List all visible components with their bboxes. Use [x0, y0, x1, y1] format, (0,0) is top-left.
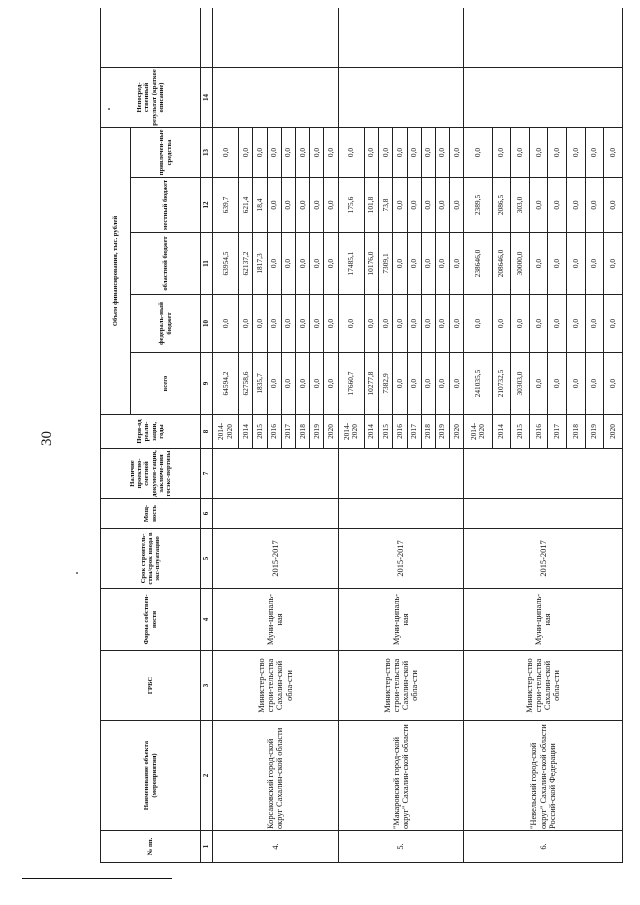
header-documentation: Наличие проектно-сметной докумен-тации, заключе-ния госэкс-пертизы [101, 449, 201, 499]
total-cell: 30303,0 [511, 353, 530, 415]
federal-cell: 0,0 [492, 295, 511, 353]
period-cell: 2015 [511, 415, 530, 449]
total-cell: 0,0 [267, 353, 281, 415]
object-capacity [464, 499, 623, 529]
regional-cell: 0,0 [435, 233, 449, 295]
column-number: 4 [201, 589, 213, 651]
local-cell: 303,0 [511, 178, 530, 233]
header-regional: областной бюджет [131, 233, 201, 295]
attracted-cell: 0,0 [296, 127, 310, 177]
federal-cell: 0,0 [239, 295, 253, 353]
local-cell: 2389,5 [464, 178, 492, 233]
object-number: 4. [213, 831, 339, 863]
attracted-cell: 0,0 [364, 127, 378, 177]
attracted-cell: 0,0 [281, 127, 295, 177]
attracted-cell: 0,0 [393, 127, 407, 177]
regional-cell: 30000,0 [511, 233, 530, 295]
federal-cell: 0,0 [450, 295, 464, 353]
federal-cell: 0,0 [379, 295, 393, 353]
regional-cell: 0,0 [585, 233, 604, 295]
local-cell: 0,0 [548, 178, 567, 233]
total-cell: 0,0 [296, 353, 310, 415]
regional-cell: 1817,3 [253, 233, 267, 295]
column-number: 13 [201, 127, 213, 177]
regional-cell: 0,0 [548, 233, 567, 295]
object-ownership: Муни-ципаль-ная [464, 589, 623, 651]
attracted-cell: 0,0 [338, 127, 364, 177]
attracted-cell: 0,0 [450, 127, 464, 177]
scan-speck [76, 572, 78, 574]
local-cell: 0,0 [421, 178, 435, 233]
attracted-cell: 0,0 [310, 127, 324, 177]
federal-cell: 0,0 [529, 295, 548, 353]
period-cell: 2020 [450, 415, 464, 449]
object-grbs: Министер-ство строи-тельства Сахалин-ской обла-сти [464, 651, 623, 721]
object-documentation [338, 449, 464, 499]
header-local: местный бюджет [131, 178, 201, 233]
regional-cell: 0,0 [296, 233, 310, 295]
federal-cell: 0,0 [421, 295, 435, 353]
federal-cell: 0,0 [310, 295, 324, 353]
period-cell: 2019 [585, 415, 604, 449]
column-number: 5 [201, 529, 213, 589]
total-cell: 0,0 [281, 353, 295, 415]
total-cell: 210732,5 [492, 353, 511, 415]
regional-cell: 0,0 [604, 233, 623, 295]
regional-cell: 17485,1 [338, 233, 364, 295]
column-number: 6 [201, 499, 213, 529]
total-cell: 62758,6 [239, 353, 253, 415]
header-attracted: привлечен-ные средства [131, 127, 201, 177]
period-cell: 2020 [324, 415, 338, 449]
local-cell: 0,0 [567, 178, 586, 233]
result-cell [338, 67, 464, 127]
federal-cell: 0,0 [393, 295, 407, 353]
local-cell: 0,0 [585, 178, 604, 233]
column-number: 10 [201, 295, 213, 353]
period-cell: 2014 [239, 415, 253, 449]
local-cell: 0,0 [281, 178, 295, 233]
total-cell: 0,0 [393, 353, 407, 415]
period-cell: 2017 [407, 415, 421, 449]
object-grbs: Министер-ство строи-тельства Сахалин-ской обла-сти [213, 651, 339, 721]
local-cell: 0,0 [324, 178, 338, 233]
table-row [213, 8, 239, 863]
period-cell: 2014 [364, 415, 378, 449]
attracted-cell: 0,0 [253, 127, 267, 177]
federal-cell: 0,0 [585, 295, 604, 353]
column-number: 2 [201, 721, 213, 831]
table-body [213, 8, 623, 863]
object-documentation [464, 449, 623, 499]
local-cell: 175,6 [338, 178, 364, 233]
header-grbs: ГРБС [101, 651, 201, 721]
header-capacity: Мощ-ность [101, 499, 201, 529]
object-term: 2015-2017 [213, 529, 339, 589]
total-cell: 17660,7 [338, 353, 364, 415]
object-grbs: Министер-ство строи-тельства Сахалин-ской обла-сти [338, 651, 464, 721]
attracted-cell: 0,0 [585, 127, 604, 177]
period-cell: 2014 [492, 415, 511, 449]
total-cell: 0,0 [310, 353, 324, 415]
regional-cell: 0,0 [393, 233, 407, 295]
column-number: 14 [201, 67, 213, 127]
total-cell: 1835,7 [253, 353, 267, 415]
regional-cell: 238646,0 [464, 233, 492, 295]
total-cell: 0,0 [421, 353, 435, 415]
federal-cell: 0,0 [364, 295, 378, 353]
header-result: Непосред-ственный результат (краткое описание) [101, 67, 201, 127]
period-cell: 2016 [267, 415, 281, 449]
local-cell: 2086,5 [492, 178, 511, 233]
period-cell: 2020 [604, 415, 623, 449]
footnote-separator [22, 878, 172, 879]
attracted-cell: 0,0 [464, 127, 492, 177]
total-cell: 64594,2 [213, 353, 239, 415]
total-cell: 0,0 [604, 353, 623, 415]
period-cell: 2017 [281, 415, 295, 449]
column-number: 12 [201, 178, 213, 233]
local-cell: 621,4 [239, 178, 253, 233]
period-cell: 2014-2020 [464, 415, 492, 449]
local-cell: 73,8 [379, 178, 393, 233]
rotated-table [100, 8, 623, 863]
local-cell: 0,0 [604, 178, 623, 233]
attracted-cell: 0,0 [421, 127, 435, 177]
period-cell: 2015 [379, 415, 393, 449]
total-cell: 0,0 [567, 353, 586, 415]
column-number: 7 [201, 449, 213, 499]
attracted-cell: 0,0 [567, 127, 586, 177]
period-cell: 2015 [253, 415, 267, 449]
result-cell [464, 67, 623, 127]
total-cell: 0,0 [548, 353, 567, 415]
local-cell: 0,0 [435, 178, 449, 233]
attracted-cell: 0,0 [267, 127, 281, 177]
regional-cell: 0,0 [567, 233, 586, 295]
federal-cell: 0,0 [435, 295, 449, 353]
object-ownership: Муни-ципаль-ная [338, 589, 464, 651]
total-cell: 0,0 [324, 353, 338, 415]
total-cell: 0,0 [450, 353, 464, 415]
attracted-cell: 0,0 [239, 127, 253, 177]
federal-cell: 0,0 [281, 295, 295, 353]
total-cell: 0,0 [529, 353, 548, 415]
object-ownership: Муни-ципаль-ная [213, 589, 339, 651]
attracted-cell: 0,0 [324, 127, 338, 177]
local-cell: 18,4 [253, 178, 267, 233]
header-period: Пери-од реали-зации, годы [101, 415, 201, 449]
blank-margin [213, 8, 339, 67]
regional-cell: 0,0 [281, 233, 295, 295]
local-cell: 0,0 [450, 178, 464, 233]
header-term: Срок строитель-ства/срок ввода в экс-плуатацию [101, 529, 201, 589]
header-total: всего [131, 353, 201, 415]
object-documentation [213, 449, 339, 499]
attracted-cell: 0,0 [511, 127, 530, 177]
header-num: № пп. [101, 831, 201, 863]
federal-cell: 0,0 [253, 295, 267, 353]
attracted-cell: 0,0 [529, 127, 548, 177]
header-name: Наименование объекта (мероприятия) [101, 721, 201, 831]
period-cell: 2016 [529, 415, 548, 449]
object-number: 6. [464, 831, 623, 863]
regional-cell: 0,0 [310, 233, 324, 295]
total-cell: 10277,8 [364, 353, 378, 415]
federal-cell: 0,0 [511, 295, 530, 353]
column-number: 8 [201, 415, 213, 449]
column-number: 3 [201, 651, 213, 721]
period-cell: 2016 [393, 415, 407, 449]
column-number: 1 [201, 831, 213, 863]
object-term: 2015-2017 [338, 529, 464, 589]
regional-cell: 208646,0 [492, 233, 511, 295]
rotated-table-container [100, 8, 623, 863]
period-cell: 2018 [296, 415, 310, 449]
attracted-cell: 0,0 [604, 127, 623, 177]
period-cell: 2019 [310, 415, 324, 449]
federal-cell: 0,0 [407, 295, 421, 353]
funding-table [100, 8, 623, 863]
result-cell [213, 67, 339, 127]
federal-cell: 0,0 [548, 295, 567, 353]
regional-cell: 0,0 [324, 233, 338, 295]
total-cell: 241035,5 [464, 353, 492, 415]
regional-cell: 0,0 [421, 233, 435, 295]
regional-cell: 62137,2 [239, 233, 253, 295]
local-cell: 639,7 [213, 178, 239, 233]
period-cell: 2014-2020 [213, 415, 239, 449]
object-name: Корсаковский город-ской округ Сахалин-ской области [213, 721, 339, 831]
total-cell: 0,0 [435, 353, 449, 415]
local-cell: 0,0 [407, 178, 421, 233]
regional-cell: 0,0 [267, 233, 281, 295]
attracted-cell: 0,0 [435, 127, 449, 177]
federal-cell: 0,0 [296, 295, 310, 353]
local-cell: 0,0 [393, 178, 407, 233]
regional-cell: 0,0 [529, 233, 548, 295]
federal-cell: 0,0 [324, 295, 338, 353]
object-number: 5. [338, 831, 464, 863]
table-row [338, 8, 364, 863]
local-cell: 0,0 [267, 178, 281, 233]
attracted-cell: 0,0 [492, 127, 511, 177]
total-cell: 0,0 [585, 353, 604, 415]
federal-cell: 0,0 [464, 295, 492, 353]
column-number: 9 [201, 353, 213, 415]
header-federal: федераль-ный бюджет [131, 295, 201, 353]
page-number: 30 [39, 431, 55, 446]
attracted-cell: 0,0 [407, 127, 421, 177]
blank-margin [201, 8, 213, 67]
period-cell: 2017 [548, 415, 567, 449]
total-cell: 0,0 [407, 353, 421, 415]
blank-margin [464, 8, 623, 67]
period-cell: 2018 [567, 415, 586, 449]
regional-cell: 7309,1 [379, 233, 393, 295]
blank-margin [338, 8, 464, 67]
object-capacity [213, 499, 339, 529]
federal-cell: 0,0 [338, 295, 364, 353]
federal-cell: 0,0 [267, 295, 281, 353]
regional-cell: 0,0 [407, 233, 421, 295]
table-row [464, 8, 492, 863]
header-ownership: Форма собствен-ности [101, 589, 201, 651]
regional-cell: 0,0 [450, 233, 464, 295]
local-cell: 0,0 [296, 178, 310, 233]
regional-cell: 10176,0 [364, 233, 378, 295]
local-cell: 0,0 [529, 178, 548, 233]
federal-cell: 0,0 [604, 295, 623, 353]
object-term: 2015-2017 [464, 529, 623, 589]
local-cell: 0,0 [310, 178, 324, 233]
regional-cell: 63954,5 [213, 233, 239, 295]
federal-cell: 0,0 [213, 295, 239, 353]
attracted-cell: 0,0 [548, 127, 567, 177]
federal-cell: 0,0 [567, 295, 586, 353]
column-number: 11 [201, 233, 213, 295]
object-name: "Невельский город-ской округ" Сахалин-ской области Россий-ской Федерации [464, 721, 623, 831]
object-name: "Макаровский город-ской округ" Сахалин-ской области [338, 721, 464, 831]
local-cell: 101,8 [364, 178, 378, 233]
attracted-cell: 0,0 [379, 127, 393, 177]
object-capacity [338, 499, 464, 529]
blank-margin [101, 8, 201, 67]
period-cell: 2014-2020 [338, 415, 364, 449]
total-cell: 7382,9 [379, 353, 393, 415]
period-cell: 2018 [421, 415, 435, 449]
header-funding-group: Объем финансирования, тыс. рублей [101, 127, 131, 414]
attracted-cell: 0,0 [213, 127, 239, 177]
period-cell: 2019 [435, 415, 449, 449]
